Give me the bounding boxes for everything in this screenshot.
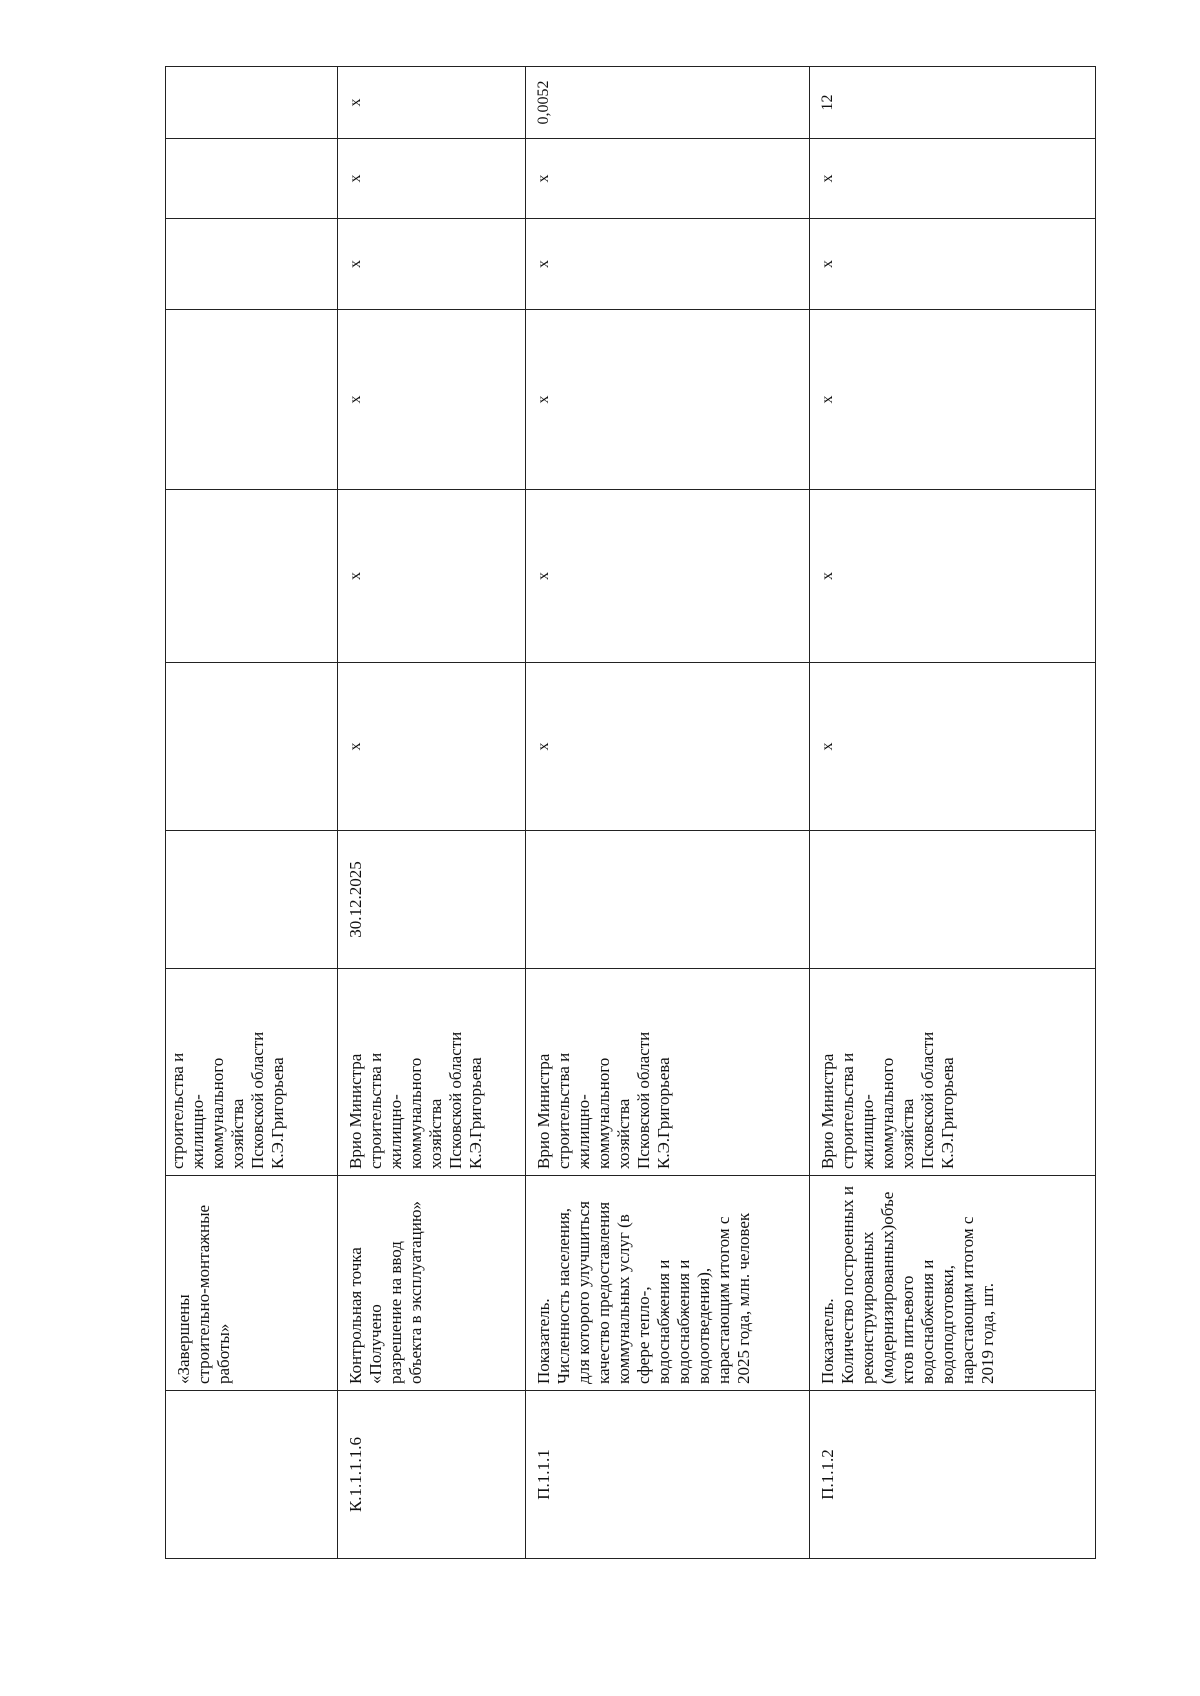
cell-value: 0,0052 [526, 67, 810, 139]
text-line: разрешение на ввод [386, 1241, 405, 1384]
text-line: хозяйства [614, 1098, 633, 1169]
text-line: Врио Министра [818, 1053, 837, 1169]
text-line: Количество построенных и [838, 1186, 857, 1384]
row-name [810, 1176, 1096, 1391]
text-line: 2025 года, млн. человек [734, 1212, 753, 1384]
text-line: жилищно- [858, 1094, 877, 1169]
text-line: строительства и [554, 1052, 573, 1169]
row-date [810, 831, 1096, 969]
text-line: К.Э.Григорьева [268, 1057, 287, 1169]
cell-value: x [810, 490, 1096, 663]
cell-value: x [526, 139, 810, 219]
text-line: К.Э.Григорьева [938, 1057, 957, 1169]
cell-value: x [810, 310, 1096, 490]
rotated-document-page [165, 67, 1095, 1559]
row-responsible [526, 969, 810, 1176]
text-line: Псковской области [446, 1031, 465, 1169]
cell-value: x [810, 219, 1096, 310]
text-line: коммунального [208, 1057, 227, 1169]
row-name [526, 1176, 810, 1391]
text-line: коммунального [594, 1057, 613, 1169]
cell-value: x [526, 310, 810, 490]
text-line: (модернизированных)объе [878, 1191, 897, 1384]
text-line: Показатель. [534, 1298, 553, 1384]
table-row [338, 67, 526, 1559]
table-row [526, 67, 810, 1559]
text-line: К.Э.Григорьева [654, 1057, 673, 1169]
text-line: качество предоставления [594, 1201, 613, 1384]
row-responsible [338, 969, 526, 1176]
cell-value: x [810, 663, 1096, 831]
text-line: водоподготовки, [938, 1265, 957, 1384]
text-line: Псковской области [248, 1031, 267, 1169]
cell-value: x [526, 219, 810, 310]
text-line: нарастающим итогом с [958, 1216, 977, 1384]
text-line: сфере тепло-, [634, 1286, 653, 1384]
cell-value: x [810, 139, 1096, 219]
text-line: водоснабжения и [654, 1259, 673, 1384]
text-line: жилищно- [188, 1094, 207, 1169]
cell-value: x [526, 663, 810, 831]
cell-value: 12 [810, 67, 1096, 139]
row-code [166, 1391, 338, 1559]
cell-value: x [526, 490, 810, 663]
row-code: П.1.1.1 [526, 1391, 810, 1559]
row-code: К.1.1.1.1.6 [338, 1391, 526, 1559]
text-line: ктов питьевого [898, 1275, 917, 1384]
text-line: хозяйства [898, 1098, 917, 1169]
text-line: работы» [214, 1323, 233, 1384]
text-line: 2019 года, шт. [978, 1283, 997, 1384]
text-line: для которого улучшиться [574, 1201, 593, 1384]
cell-value: x [338, 219, 526, 310]
cell-value: x [338, 139, 526, 219]
text-line: коммунальных услуг (в [614, 1214, 633, 1384]
text-line: водоотведения), [694, 1267, 713, 1384]
row-date [526, 831, 810, 969]
text-line: водоснабжения и [674, 1259, 693, 1384]
cell-value [166, 310, 338, 490]
row-date: 30.12.2025 [338, 831, 526, 969]
cell-value [166, 219, 338, 310]
row-responsible [810, 969, 1096, 1176]
text-line: нарастающим итогом с [714, 1216, 733, 1384]
text-line: строительства и [838, 1052, 857, 1169]
text-line: водоснабжения и [918, 1259, 937, 1384]
row-name [338, 1176, 526, 1391]
cell-value [166, 490, 338, 663]
row-responsible [166, 969, 338, 1176]
text-line: хозяйства [228, 1098, 247, 1169]
text-line: коммунального [406, 1057, 425, 1169]
text-line: коммунального [878, 1057, 897, 1169]
text-line: объекта в эксплуатацию» [406, 1200, 425, 1384]
table-row [810, 67, 1096, 1559]
text-line: строительства и [366, 1052, 385, 1169]
row-code: П.1.1.2 [810, 1391, 1096, 1559]
cell-value [166, 67, 338, 139]
text-line: Контрольная точка [346, 1247, 365, 1384]
text-line: К.Э.Григорьева [466, 1057, 485, 1169]
cell-value: x [338, 663, 526, 831]
cell-value: x [338, 490, 526, 663]
cell-value [166, 139, 338, 219]
text-line: «Завершены [174, 1294, 193, 1384]
text-line: Врио Министра [534, 1053, 553, 1169]
text-line: Показатель. [818, 1298, 837, 1384]
cell-value [166, 663, 338, 831]
text-line: хозяйства [426, 1098, 445, 1169]
text-line: Псковской области [918, 1031, 937, 1169]
text-line: Численность населения, [554, 1207, 573, 1384]
row-name [166, 1176, 338, 1391]
cell-value: x [338, 67, 526, 139]
cell-value: x [338, 310, 526, 490]
table-row [166, 67, 338, 1559]
text-line: жилищно- [386, 1094, 405, 1169]
row-date [166, 831, 338, 969]
text-line: реконструированных [858, 1231, 877, 1384]
text-line: Псковской области [634, 1031, 653, 1169]
text-line: строительства и [168, 1052, 187, 1169]
text-line: Врио Министра [346, 1053, 365, 1169]
text-line: строительно-монтажные [194, 1204, 213, 1384]
plan-table [165, 66, 1096, 1559]
text-line: жилищно- [574, 1094, 593, 1169]
text-line: «Получено [366, 1304, 385, 1384]
